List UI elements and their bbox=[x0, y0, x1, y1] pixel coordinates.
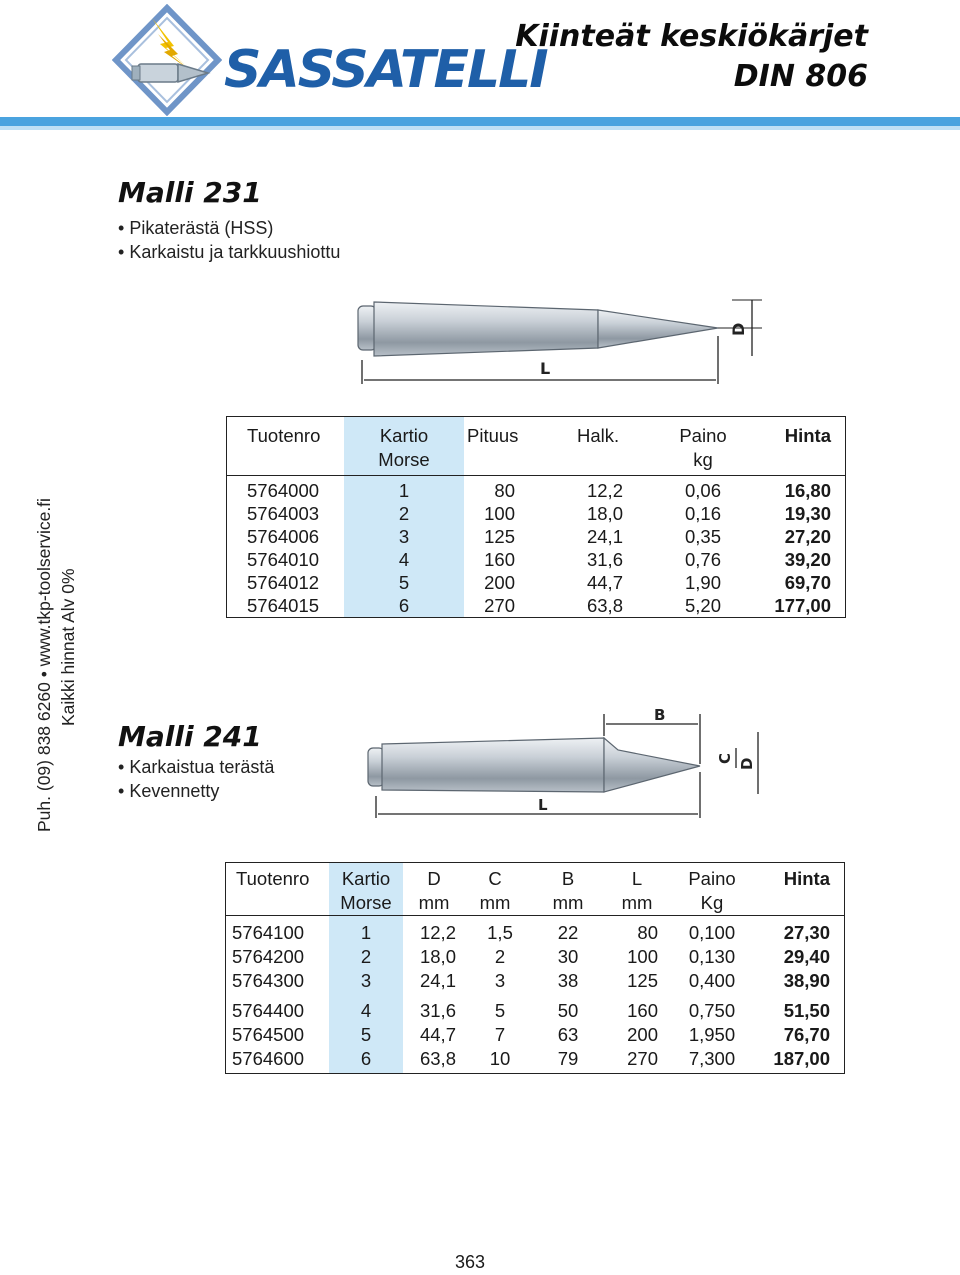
table-cell: 160 bbox=[484, 549, 515, 570]
feature-item: • Kevennetty bbox=[118, 779, 274, 803]
model-241-features bbox=[118, 755, 274, 803]
table-cell: 31,6 bbox=[419, 1000, 456, 1021]
half-center-shape bbox=[368, 738, 700, 792]
table-row bbox=[227, 571, 845, 594]
table-cell: 5764600 bbox=[232, 1048, 305, 1069]
table-cell: 51,50 bbox=[783, 1000, 830, 1021]
header-divider-light bbox=[0, 126, 960, 130]
table-cell: 5,20 bbox=[684, 595, 721, 616]
table-cell: 63,8 bbox=[419, 1048, 456, 1069]
table-cell: 5764006 bbox=[247, 526, 320, 547]
col-header: Tuotenro bbox=[236, 868, 310, 889]
table-cell: 12,2 bbox=[586, 480, 623, 501]
col-header: B bbox=[561, 868, 575, 889]
col-header-unit: Kg bbox=[700, 892, 724, 913]
page-title: Kiinteät keskiökärjet bbox=[515, 19, 868, 54]
table-cell: 5 bbox=[494, 1000, 506, 1021]
table-cell: 100 bbox=[627, 946, 658, 967]
table-cell: 1,950 bbox=[688, 1024, 736, 1045]
feature-item: • Karkaistu ja tarkkuushiottu bbox=[118, 240, 340, 264]
table-cell: 200 bbox=[484, 572, 515, 593]
col-header-unit: Morse bbox=[340, 892, 392, 913]
table-cell: 5764012 bbox=[247, 572, 320, 593]
col-header: Pituus bbox=[467, 425, 519, 446]
table-cell: 24,1 bbox=[586, 526, 623, 547]
table-header bbox=[227, 417, 845, 476]
col-header: Paino bbox=[679, 425, 727, 446]
table-cell: 12,2 bbox=[419, 922, 456, 943]
col-header: C bbox=[488, 868, 502, 889]
dim-label-d: D bbox=[738, 757, 756, 770]
col-header: Hinta bbox=[784, 425, 831, 446]
table-cell: 79 bbox=[557, 1048, 579, 1069]
model-241-diagram bbox=[360, 702, 780, 822]
table-row bbox=[227, 525, 845, 548]
feature-item: • Karkaistua terästä bbox=[118, 755, 274, 779]
table-cell: 0,100 bbox=[688, 922, 736, 943]
table-cell: 38,90 bbox=[783, 970, 830, 991]
table-cell: 80 bbox=[494, 480, 515, 501]
table-cell: 30 bbox=[557, 946, 579, 967]
table-cell: 187,00 bbox=[773, 1048, 830, 1069]
table-cell: 50 bbox=[557, 1000, 579, 1021]
table-cell: 5764003 bbox=[247, 503, 320, 524]
col-header: D bbox=[427, 868, 441, 889]
table-cell: 1 bbox=[360, 922, 372, 943]
table-row bbox=[226, 945, 844, 968]
table-cell: 2 bbox=[398, 503, 410, 524]
brand-logo-text: SASSATELLI bbox=[224, 40, 547, 100]
table-cell: 0,76 bbox=[684, 549, 721, 570]
table-cell: 76,70 bbox=[783, 1024, 830, 1045]
table-cell: 3 bbox=[494, 970, 506, 991]
model-241-table bbox=[225, 862, 845, 1074]
table-cell: 1 bbox=[398, 480, 410, 501]
model-241-title: Malli 241 bbox=[118, 720, 262, 753]
table-cell: 4 bbox=[398, 549, 410, 570]
table-cell: 10 bbox=[489, 1048, 511, 1069]
table-cell: 29,40 bbox=[783, 946, 830, 967]
col-header: Halk. bbox=[577, 425, 620, 446]
dim-label-b: B bbox=[654, 706, 666, 724]
table-cell: 0,400 bbox=[688, 970, 736, 991]
center-point-shape bbox=[358, 302, 718, 356]
table-cell: 1,5 bbox=[487, 922, 513, 943]
col-header-unit: mm bbox=[621, 892, 653, 913]
table-cell: 4 bbox=[360, 1000, 372, 1021]
table-row bbox=[226, 921, 844, 944]
table-cell: 5764300 bbox=[232, 970, 305, 991]
sidebar-contact: Puh. (09) 838 6260 • www.tkp-toolservice.fi bbox=[34, 498, 54, 832]
dim-label-l: L bbox=[540, 359, 551, 378]
table-cell: 19,30 bbox=[784, 503, 831, 524]
table-row bbox=[227, 548, 845, 571]
table-cell: 125 bbox=[484, 526, 515, 547]
table-cell: 5764400 bbox=[232, 1000, 305, 1021]
table-cell: 6 bbox=[360, 1048, 372, 1069]
table-cell: 270 bbox=[627, 1048, 658, 1069]
table-cell: 27,30 bbox=[783, 922, 830, 943]
col-header-unit: mm bbox=[552, 892, 584, 913]
col-header: Hinta bbox=[783, 868, 830, 889]
table-cell: 177,00 bbox=[774, 595, 831, 616]
table-cell: 27,20 bbox=[784, 526, 831, 547]
table-cell: 38 bbox=[557, 970, 579, 991]
table-cell: 125 bbox=[627, 970, 658, 991]
model-231-title: Malli 231 bbox=[118, 176, 262, 209]
table-cell: 80 bbox=[637, 922, 658, 943]
col-header: Paino bbox=[688, 868, 736, 889]
table-cell: 63 bbox=[557, 1024, 579, 1045]
col-header-unit: mm bbox=[479, 892, 511, 913]
table-cell: 7 bbox=[494, 1024, 506, 1045]
table-cell: 270 bbox=[484, 595, 515, 616]
model-231-features bbox=[118, 216, 340, 264]
table-row bbox=[227, 479, 845, 502]
page-number: 363 bbox=[454, 1252, 486, 1272]
col-header-unit: mm bbox=[418, 892, 450, 913]
table-cell: 5764100 bbox=[232, 922, 305, 943]
table-row bbox=[226, 1023, 844, 1046]
table-cell: 5764010 bbox=[247, 549, 320, 570]
table-header bbox=[226, 863, 844, 916]
table-cell: 5764200 bbox=[232, 946, 305, 967]
table-cell: 1,90 bbox=[684, 572, 721, 593]
feature-item: • Pikaterästä (HSS) bbox=[118, 216, 340, 240]
col-header-unit: kg bbox=[693, 449, 713, 470]
table-cell: 0,750 bbox=[688, 1000, 736, 1021]
table-cell: 5764000 bbox=[247, 480, 320, 501]
table-cell: 3 bbox=[398, 526, 410, 547]
table-cell: 5764015 bbox=[247, 595, 320, 616]
table-cell: 7,300 bbox=[688, 1048, 736, 1069]
col-header: Kartio bbox=[379, 425, 429, 446]
col-header: L bbox=[631, 868, 643, 889]
table-row bbox=[227, 502, 845, 525]
table-cell: 0,35 bbox=[684, 526, 721, 547]
table-cell: 100 bbox=[484, 503, 515, 524]
table-row bbox=[227, 594, 845, 617]
table-row bbox=[226, 969, 844, 992]
table-cell: 5764500 bbox=[232, 1024, 305, 1045]
header-divider bbox=[0, 117, 960, 126]
dim-label-c: C bbox=[716, 752, 734, 764]
table-cell: 200 bbox=[627, 1024, 658, 1045]
table-cell: 0,130 bbox=[688, 946, 736, 967]
table-cell: 44,7 bbox=[419, 1024, 456, 1045]
table-cell: 3 bbox=[360, 970, 372, 991]
table-cell: 44,7 bbox=[586, 572, 623, 593]
table-cell: 2 bbox=[360, 946, 372, 967]
table-cell: 39,20 bbox=[784, 549, 831, 570]
table-cell: 5 bbox=[360, 1024, 372, 1045]
table-cell: 69,70 bbox=[784, 572, 831, 593]
table-row bbox=[226, 999, 844, 1022]
table-cell: 16,80 bbox=[784, 480, 831, 501]
table-cell: 18,0 bbox=[586, 503, 623, 524]
table-cell: 24,1 bbox=[419, 970, 456, 991]
table-row bbox=[226, 1047, 844, 1070]
page-subtitle: DIN 806 bbox=[733, 59, 868, 94]
dim-label-l: L bbox=[538, 796, 548, 814]
table-cell: 0,16 bbox=[684, 503, 721, 524]
table-cell: 0,06 bbox=[684, 480, 721, 501]
table-cell: 63,8 bbox=[586, 595, 623, 616]
dim-label-d: D bbox=[729, 322, 748, 336]
table-cell: 6 bbox=[398, 595, 410, 616]
table-cell: 31,6 bbox=[586, 549, 623, 570]
col-header: Tuotenro bbox=[247, 425, 321, 446]
sidebar-vat-note: Kaikki hinnat Alv 0% bbox=[58, 568, 78, 726]
table-cell: 5 bbox=[398, 572, 410, 593]
table-cell: 18,0 bbox=[419, 946, 456, 967]
table-cell: 160 bbox=[627, 1000, 658, 1021]
model-231-table bbox=[226, 416, 846, 618]
col-header-unit: Morse bbox=[378, 449, 430, 470]
table-cell: 2 bbox=[494, 946, 506, 967]
table-cell: 22 bbox=[557, 922, 579, 943]
col-header: Kartio bbox=[341, 868, 391, 889]
model-231-diagram bbox=[352, 280, 772, 390]
